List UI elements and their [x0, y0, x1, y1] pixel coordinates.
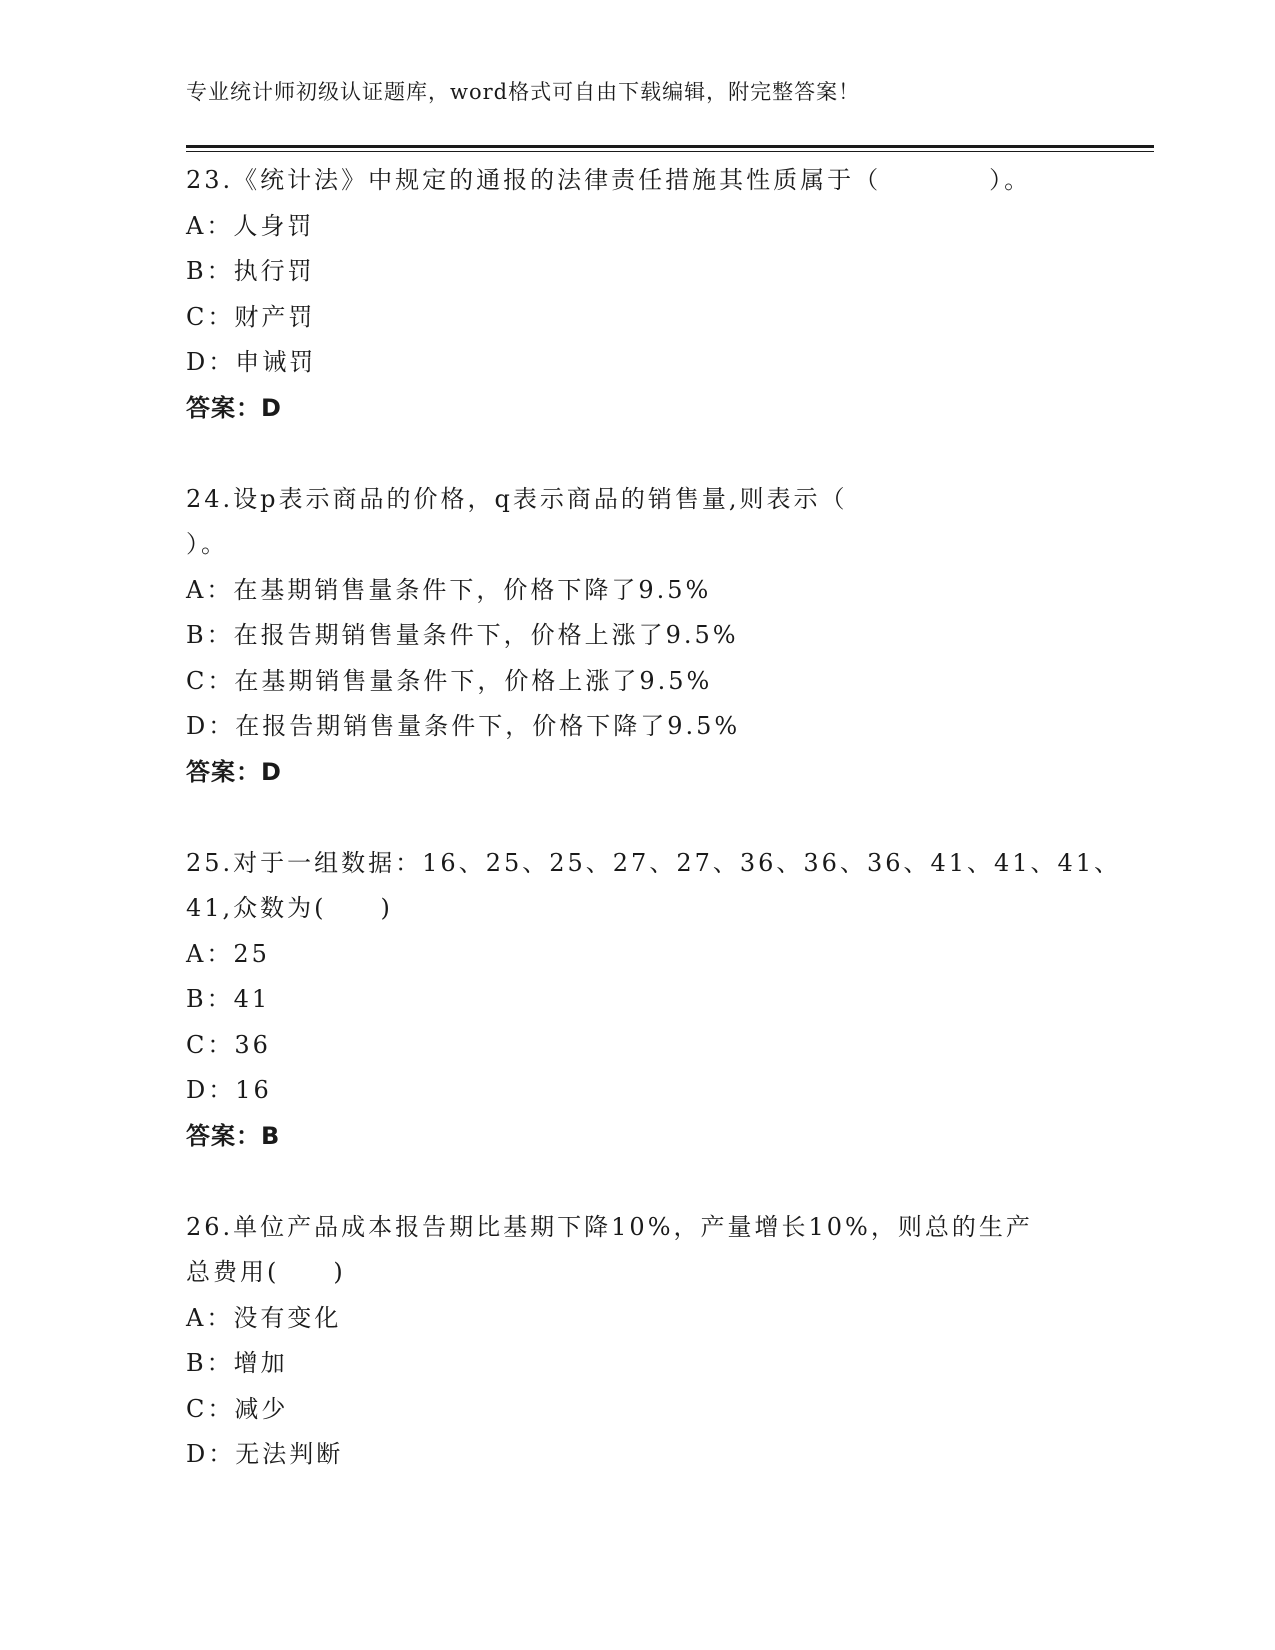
option-b: B：41 [186, 985, 271, 1013]
header-rule-thick [186, 145, 1154, 148]
question-25 [186, 841, 1122, 1160]
option-d: D：申诫罚 [186, 348, 317, 376]
question-stem: 24.设p表示商品的价格，q表示商品的销售量,则表示（ [186, 484, 848, 513]
question-24 [186, 477, 1106, 796]
option-d: D：在报告期销售量条件下，价格下降了9.5% [186, 712, 741, 740]
answer-line: 答案：D [186, 393, 282, 422]
option-a: A：人身罚 [186, 211, 315, 240]
answer-line: 答案：D [186, 757, 282, 786]
question-stem: 26.单位产品成本报告期比基期下降10%，产量增长10%，则总的生产 [186, 1212, 1033, 1241]
option-c: C：财产罚 [186, 302, 316, 331]
question-list [186, 158, 1122, 1478]
option-a: A：25 [186, 939, 270, 968]
option-a: A：在基期销售量条件下，价格下降了9.5% [186, 575, 712, 604]
question-23 [186, 158, 1106, 431]
option-c: C：减少 [186, 1394, 289, 1423]
question-26 [186, 1205, 1106, 1478]
option-c: C：36 [186, 1030, 271, 1059]
answer-line: 答案：B [186, 1121, 281, 1150]
question-stem: 25.对于一组数据：16、25、25、27、27、36、36、36、41、41、41、 [186, 848, 1122, 877]
option-d: D：无法判断 [186, 1440, 344, 1468]
question-stem-continued: 41,众数为( ) [186, 894, 393, 922]
question-stem: 23.《统计法》中规定的通报的法律责任措施其性质属于（ ）。 [186, 166, 1032, 194]
question-stem-continued: ）。 [186, 530, 228, 558]
option-b: B：增加 [186, 1349, 288, 1377]
option-d: D：16 [186, 1076, 272, 1104]
option-b: B：在报告期销售量条件下，价格上涨了9.5% [186, 621, 739, 649]
header-rule-thin [186, 151, 1154, 152]
option-b: B：执行罚 [186, 257, 315, 285]
option-c: C：在基期销售量条件下，价格上涨了9.5% [186, 666, 713, 695]
page-header: 专业统计师初级认证题库，word格式可自由下载编辑，附完整答案！ [186, 80, 861, 104]
question-stem-continued: 总费用( ) [186, 1258, 346, 1286]
option-a: A：没有变化 [186, 1303, 342, 1332]
